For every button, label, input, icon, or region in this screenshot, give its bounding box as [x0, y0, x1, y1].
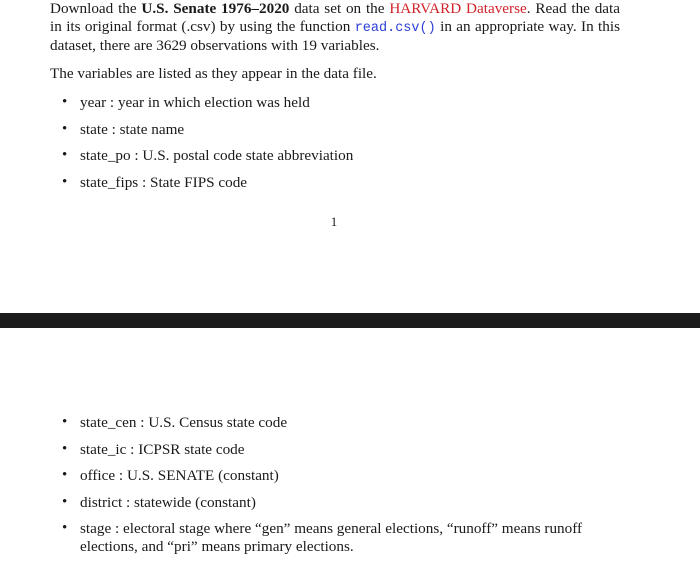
intro-text: . Read the data in its original format (.csv) by using the function [50, 0, 620, 35]
page-number: 1 [330, 214, 338, 229]
read-csv-code: read.csv() [354, 20, 436, 36]
intro-text: data set on the [289, 0, 390, 17]
variable-count: 19 [301, 37, 317, 54]
list-item: • year : year in which election was held [62, 94, 622, 112]
variable-list-page-2 [62, 414, 622, 564]
observation-count: 3629 [156, 37, 187, 54]
intro-text: observations with [186, 37, 302, 54]
list-item: • stage : electoral stage where “gen” means general elections, “runoff” means runoff elections, and “pri” means primary elections. [62, 520, 622, 555]
document-page-2 [0, 328, 700, 557]
list-item: • state_ic : ICPSR state code [62, 441, 622, 459]
page-divider [0, 313, 700, 328]
list-item: • state_cen : U.S. Census state code [62, 414, 622, 432]
dataset-name: U.S. Senate 1976–2020 [141, 0, 290, 17]
intro-text: variables. [316, 37, 380, 54]
harvard-dataverse-link[interactable]: HARVARD Dataverse [389, 0, 527, 17]
intro-text: in an appropriate way. In this dataset, there are [50, 17, 620, 54]
variable-list-page-1 [62, 94, 622, 200]
list-item: • state : state name [62, 121, 622, 139]
list-item: • state_po : U.S. postal code state abbreviation [62, 147, 622, 165]
variables-intro: The variables are listed as they appear in the data file. [50, 65, 377, 82]
intro-text: Download the [50, 0, 142, 17]
list-item: • office : U.S. SENATE (constant) [62, 467, 622, 485]
list-item: • state_fips : State FIPS code [62, 174, 622, 192]
list-item: • district : statewide (constant) [62, 494, 622, 512]
intro-paragraph [50, 0, 620, 55]
